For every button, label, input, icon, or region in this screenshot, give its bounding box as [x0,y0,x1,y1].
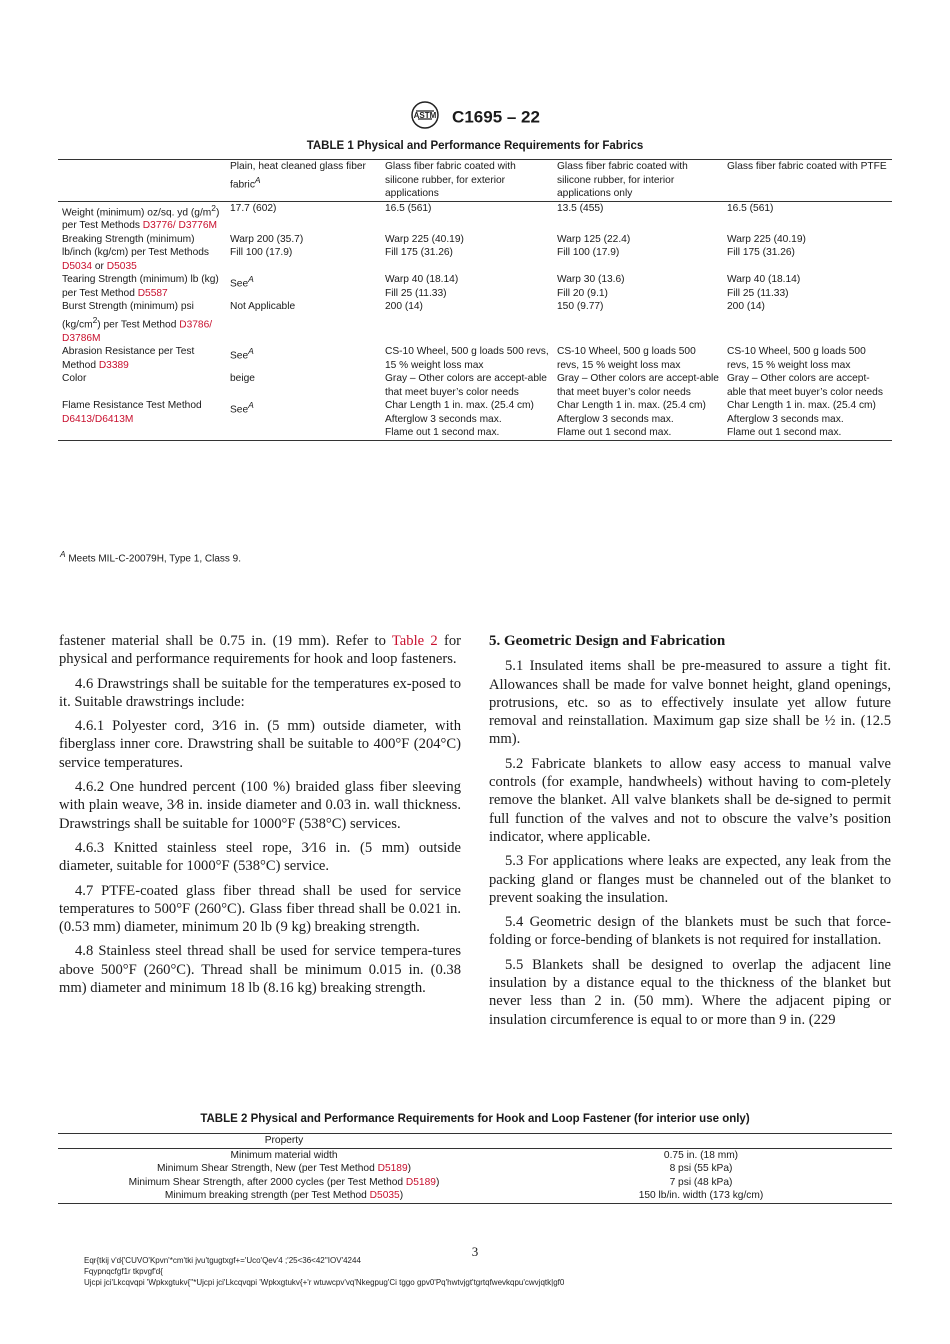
left-text-column [59,632,461,1003]
table2-header-cell [510,1134,892,1149]
paragraph: 4.7 PTFE-coated glass fiber thread shall be used for service temperatures to 500°F (260°C). Glass fiber thread shall be 0.021 in. (0.53 mm) diameter, minimum 20 lb (9 kg) breaking strength. [59,882,461,936]
page-number: 3 [471,1244,479,1259]
value-cell: 16.5 (561) [727,202,774,214]
value-cell: 200 (14) [727,301,765,313]
astm-logo-icon [410,100,440,135]
paragraph: 5.2 Fabricate blankets to allow easy access to manual valve controls (for example, handwheels) without having to com-pletely remove the blanket. All valve blankets shall be de-signed to permit full function of the valves and not to obscure the valve’s position indicator, where applicable. [489,755,891,845]
property-cell: Minimum Shear Strength, after 2000 cycles (per Test Method D5189) [128,1176,440,1188]
value-cell: Warp 200 (35.7) Fill 100 (17.9) [230,233,304,259]
property-cell: Burst Strength (minimum) psi $(kg/cm^2)$ per Test Method D3786/ D3786M [62,301,213,344]
section-heading: 5. Geometric Design and Fabrication [489,633,726,649]
value-cell: Gray – Other colors are accept-able that meet buyer’s color needs [727,373,883,398]
value-cell: See$^A$ [230,274,254,290]
paragraph: 4.6.2 One hundred percent (100 %) braided glass fiber sleeving with plain weave, 3⁄8 in. inside diameter and 0.03 in. wall thickness. Drawstrings shall be suitable for 1000°F (538°C) services. [59,779,461,832]
document-designation: C1695 – 22 [452,107,540,127]
paragraph: 5.3 For applications where leaks are expected, any leak from the packing gland or flanges must be channeled out of the blanket to prevent soaking the insulation. [489,853,891,906]
value-cell: CS-10 Wheel, 500 g loads 500 revs, 15 % weight loss max [727,346,866,371]
table1-row [58,300,892,345]
table2-link[interactable]: Table 2 [391,633,438,649]
value-cell: Gray – Other colors are accept-able that meet buyer’s color needs [385,373,547,398]
table1 [58,159,892,441]
property-cell: Minimum Shear Strength, New (per Test Method D5189) [156,1163,412,1174]
property-cell: Tearing Strength (minimum) lb (kg) per Test Method D5587 [62,274,219,299]
value-cell: CS-10 Wheel, 500 g loads 500 revs, 15 % weight loss max [557,346,696,371]
value-cell: Char Length 1 in. max. (25.4 cm) Afterglow 3 seconds max. Flame out 1 second max. [557,400,706,439]
value-cell: Warp 30 (13.6) Fill 20 (9.1) [557,274,625,299]
value-cell: 17.7 (602) [230,202,277,214]
value-cell: 8 psi (55 kPa) [669,1163,733,1174]
value-cell: 200 (14) [385,301,423,313]
table1-header-cell: Glass fiber fabric coated with silicone rubber, for exterior applications [385,161,516,199]
table2-row [58,1189,892,1203]
property-cell: Flame Resistance Test Method D6413/D6413M [62,400,202,425]
value-cell: 13.5 (455) [557,202,604,214]
paragraph: 4.6.1 Polyester cord, 3⁄16 in. (5 mm) outside diameter, with fiberglass inner core. Drawstring shall be suitable to 400°F (204°C) service temperatures. [59,718,461,771]
property-cell: Minimum breaking strength (per Test Method D5035) [164,1190,404,1201]
table1-row [58,345,892,372]
test-method-link[interactable]: D3776/ D3776M [142,220,217,232]
table1-header-cell: Glass fiber fabric coated with silicone rubber, for interior applications only [557,161,688,199]
table2-header-cell: Property [264,1135,304,1146]
paragraph: 5.5 Blankets shall be designed to overlap the adjacent line insulation by a distance equal to the thickness of the blanket but never less than 2 in. (50 mm). Where the adjacent piping or insulation circumference is equal to or more than 9 in. (229 [489,956,891,1028]
right-text-column [489,632,891,1035]
table1-row [58,233,892,274]
value-cell: Warp 125 (22.4) Fill 100 (17.9) [557,233,631,259]
value-cell: 16.5 (561) [385,202,432,214]
table2-title: TABLE 2 Physical and Performance Requirements for Hook and Loop Fastener (for interior use only) [200,1113,750,1125]
svg-text:ASTM: ASTM [413,111,437,120]
table1-footnote: $^A$ Meets MIL-C-20079H, Type 1, Class 9. [60,549,242,565]
property-cell: Abrasion Resistance per Test Method D3389 [62,346,195,371]
value-cell: See$^A$ [230,346,254,362]
table2-row [58,1176,892,1190]
value-cell: beige [230,373,255,385]
table1-header-cell: Plain, heat cleaned glass fiber fabric$^A$ [230,161,366,190]
value-cell: CS-10 Wheel, 500 g loads 500 revs, 15 % weight loss max [385,346,549,371]
value-cell: 150 (9.77) [557,301,604,313]
property-cell: Minimum material width [230,1149,338,1161]
table1-title: TABLE 1 Physical and Performance Requirements for Fabrics [306,140,644,152]
license-footer [84,1255,564,1288]
test-method-link[interactable]: D5035 [369,1190,400,1201]
value-cell: Char Length 1 in. max. (25.4 cm) Afterglow 3 seconds max. Flame out 1 second max. [385,400,534,439]
value-cell: See$^A$ [230,400,254,416]
table1-row [58,273,892,300]
document-header [0,100,950,135]
test-method-link[interactable]: D5034 [62,260,93,272]
paragraph: 4.8 Stainless steel thread shall be used for service tempera-tures above 500°F (260°C). Thread shall be minimum 0.015 in. (0.38 mm) diameter and minimum 18 lb (8.16 kg) breaking strength. [59,943,461,997]
value-cell: Warp 40 (18.14) Fill 25 (11.33) [727,274,801,299]
value-cell: Warp 225 (40.19) Fill 175 (31.26) [727,233,806,259]
test-method-link[interactable]: D5189 [377,1163,408,1174]
value-cell: Gray – Other colors are accept-able that meet buyer’s color needs [557,373,719,398]
table1-row [58,399,892,440]
test-method-link[interactable]: D5189 [405,1176,436,1188]
test-method-link[interactable]: D6413/D6413M [62,413,134,425]
property-cell: Weight (minimum) oz/sq. yd $(g/m^2)$ per Test Methods D3776/ D3776M [62,202,220,232]
table2-row [58,1148,892,1162]
table2-row [58,1162,892,1176]
value-cell: Not Applicable [230,301,296,313]
table1-row [58,372,892,399]
table2-header-row [58,1134,892,1149]
table1-row [58,201,892,233]
value-cell: 0.75 in. (18 mm) [663,1149,739,1161]
footer-line: Ujcpi jci'Lkcqvqpi 'Wpkxgtukv{''*Ujcpi jci'Lkcqvqpi 'Wpkxgtukv{+'r wtuwcpv'vq'Nkegpug'Ci tggo gpv0'Pq'hwtvjgt'tgrtqfwevkqpu'cwvjqtk|gf0 [84,1278,565,1287]
paragraph: 4.6 Drawstrings shall be suitable for the temperatures ex-posed to it. Suitable drawstrings include: [59,675,461,710]
paragraph: 5.1 Insulated items shall be pre-measured to assure a tight fit. Allowances shall be made for valve bonnet height, gland openings, protrusions, etc. so as to effectively insulate yet allow future removal and reinstallation. Maximum gap size shall be ½ in. (12.5 mm). [489,658,891,748]
value-cell: 7 psi (48 kPa) [669,1176,733,1188]
table1-header-cell [58,160,226,202]
paragraph: 5.4 Geometric design of the blankets must be such that force-folding or force-bending of blankets is not required for installation. [489,914,891,949]
property-cell: Color [62,373,87,385]
property-cell: Breaking Strength (minimum) lb/inch (kg/cm) per Test Methods D5034 or D5035 [62,233,210,272]
test-method-link[interactable]: D5587 [137,287,168,299]
footer-line: Fqypnqcfgf1r tkpvgf'd{ [84,1267,163,1276]
test-method-link[interactable]: D5035 [106,260,137,272]
test-method-link[interactable]: D3389 [98,359,129,371]
table2 [58,1133,892,1204]
value-cell: Warp 40 (18.14) Fill 25 (11.33) [385,274,459,299]
value-cell: Char Length 1 in. max. (25.4 cm) Afterglow 3 seconds max. Flame out 1 second max. [727,400,876,439]
test-method-link[interactable]: D3786/ D3786M [62,319,213,344]
paragraph: 4.6.3 Knitted stainless steel rope, 3⁄16 in. (5 mm) outside diameter, suitable for 1000°F (538°C) service. [59,839,461,875]
table1-header-cell: Glass fiber fabric coated with PTFE [727,161,887,172]
value-cell: Warp 225 (40.19) Fill 175 (31.26) [385,233,464,259]
footer-line: Eqr{tkij v'd{'CUVO'Kpvn'*cm'tki jvu'tgugtxgf+='Uco'Qev'4 ;'25<36<42''IOV'4244 [84,1256,361,1265]
table1-header-row [58,160,892,202]
paragraph: fastener material shall be 0.75 in. (19 mm). Refer to Table 2 for physical and performance requirements for hook and loop fasteners. [59,633,462,668]
value-cell: 150 lb/in. width (173 kg/cm) [638,1190,764,1201]
